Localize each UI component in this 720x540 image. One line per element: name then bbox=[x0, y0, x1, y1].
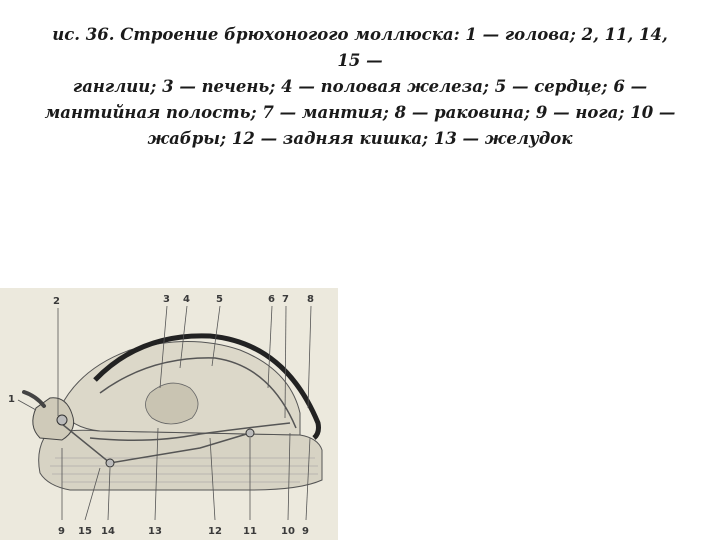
label-2: 2 bbox=[53, 296, 60, 307]
label-1: 1 bbox=[8, 394, 15, 405]
label-12: 12 bbox=[208, 526, 222, 537]
label-10: 10 bbox=[281, 526, 295, 537]
label-6: 6 bbox=[268, 294, 275, 305]
ganglion bbox=[57, 415, 67, 425]
ganglion bbox=[246, 429, 254, 437]
caption-line-2: ганглии; 3 — печень; 4 — половая железа; 5 — сердце; 6 — bbox=[72, 77, 648, 96]
label-4: 4 bbox=[183, 294, 190, 305]
label-11: 11 bbox=[243, 526, 257, 537]
caption-line-1: ис. 36. Строение брюхоногого моллюска: 1 — голова; 2, 11, 14, 15 — bbox=[52, 25, 668, 70]
label-14: 14 bbox=[101, 526, 115, 537]
mollusk-diagram bbox=[0, 288, 338, 540]
label-7: 7 bbox=[282, 294, 289, 305]
label-9-left: 9 bbox=[58, 526, 65, 537]
ganglion bbox=[106, 459, 114, 467]
label-13: 13 bbox=[148, 526, 162, 537]
leader-line-left bbox=[18, 400, 36, 410]
label-3: 3 bbox=[163, 294, 170, 305]
label-15: 15 bbox=[78, 526, 92, 537]
caption-line-4: жабры; 12 — задняя кишка; 13 — желудок bbox=[147, 129, 573, 148]
label-8: 8 bbox=[307, 294, 314, 305]
label-5: 5 bbox=[216, 294, 223, 305]
caption-line-3: мантийная полость; 7 — мантия; 8 — раковина; 9 — нога; 10 — bbox=[44, 103, 676, 122]
label-9-right: 9 bbox=[302, 526, 309, 537]
tentacle bbox=[24, 392, 44, 406]
mollusk-anatomy-figure bbox=[0, 288, 338, 540]
figure-caption bbox=[40, 22, 680, 152]
